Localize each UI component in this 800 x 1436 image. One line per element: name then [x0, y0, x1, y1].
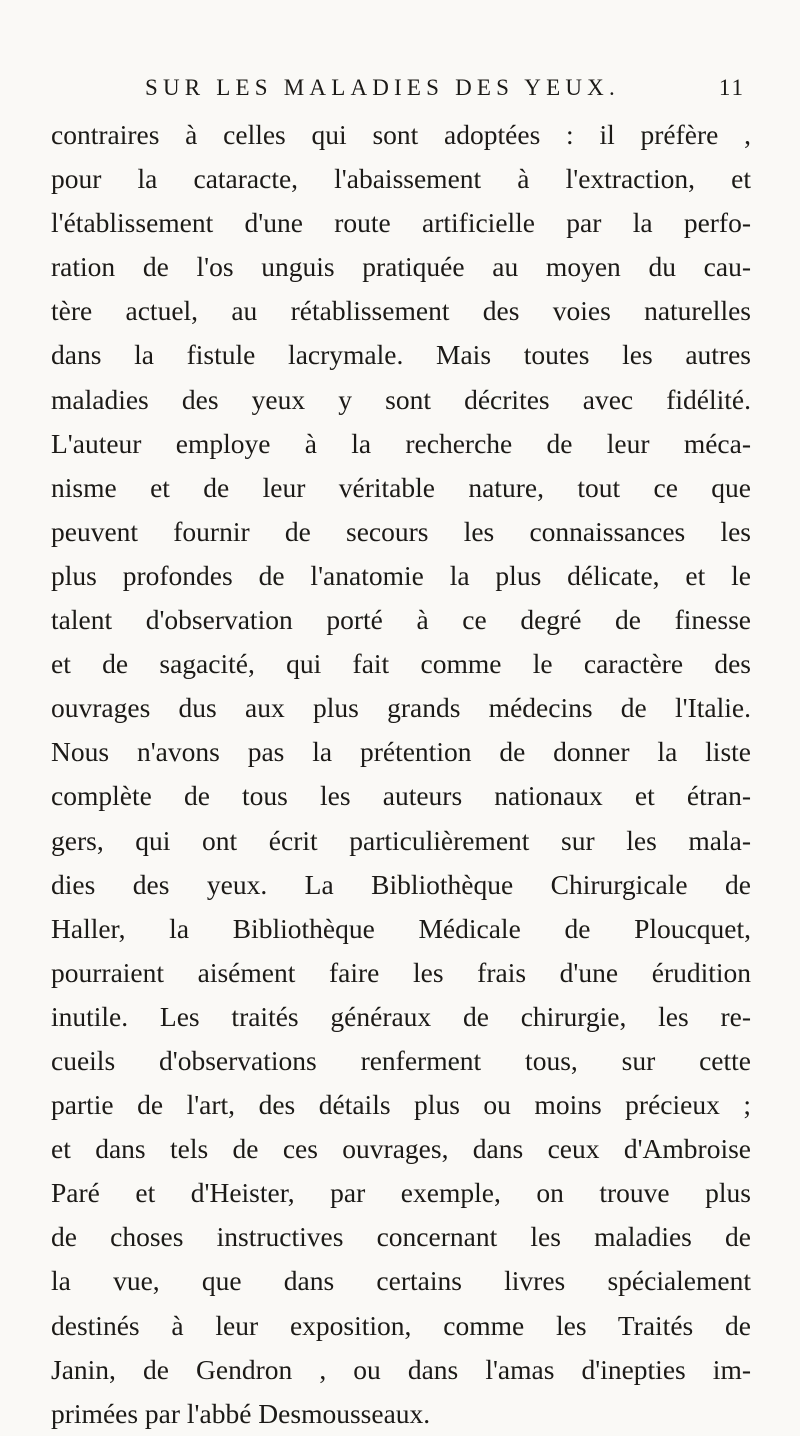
text-line: dans la fistule lacrymale. Mais toutes les autres — [51, 339, 751, 371]
text-line: de choses instructives concernant les maladies de — [51, 1221, 751, 1253]
page-number: 11 — [718, 75, 745, 100]
text-line: et dans tels de ces ouvrages, dans ceux d'Ambroise — [51, 1133, 751, 1165]
text-line: complète de tous les auteurs nationaux et étran- — [51, 780, 751, 812]
text-line: L'auteur employe à la recherche de leur méca- — [51, 427, 751, 459]
text-line: plus profondes de l'anatomie la plus délicate, et le — [51, 559, 751, 591]
running-head — [145, 70, 745, 106]
text-line: pourraient aisément faire les frais d'une érudition — [51, 956, 751, 988]
text-line: inutile. Les traités généraux de chirurgie, les re- — [51, 1000, 751, 1032]
text-line: gers, qui ont écrit particulièrement sur les mala- — [51, 824, 751, 856]
text-line: Janin, de Gendron , ou dans l'amas d'inepties im- — [51, 1353, 751, 1385]
text-line: ouvrages dus aux plus grands médecins de l'Italie. — [51, 692, 751, 724]
text-line: destinés à leur exposition, comme les Traités de — [51, 1309, 751, 1341]
text-line: Paré et d'Heister, par exemple, on trouve plus — [51, 1177, 751, 1209]
text-line: cueils d'observations renferment tous, sur cette — [51, 1044, 751, 1076]
text-line: talent d'observation porté à ce degré de finesse — [51, 604, 751, 636]
text-line: tère actuel, au rétablissement des voies naturelles — [51, 295, 751, 327]
text-line: contraires à celles qui sont adoptées : il préfère , — [51, 119, 751, 150]
text-line: et de sagacité, qui fait comme le caractère des — [51, 648, 751, 680]
text-line: Nous n'avons pas la prétention de donner la liste — [51, 736, 751, 768]
text-line: ration de l'os unguis pratiquée au moyen du cau- — [51, 251, 751, 283]
text-line: peuvent fournir de secours les connaissances les — [51, 515, 751, 547]
text-line: primées par l'abbé Desmousseaux. — [51, 1397, 431, 1429]
running-title: SUR LES MALADIES DES YEUX. — [145, 75, 620, 100]
text-line: partie de l'art, des détails plus ou moins précieux ; — [51, 1089, 751, 1121]
text-line: l'établissement d'une route artificielle par la perfo- — [51, 207, 751, 239]
text-line: la vue, que dans certains livres spécialement — [51, 1265, 751, 1297]
text-line: Haller, la Bibliothèque Médicale de Ploucquet, — [51, 912, 751, 944]
text-line: maladies des yeux y sont décrites avec fidélité. — [51, 383, 751, 415]
text-line: pour la cataracte, l'abaissement à l'extraction, et — [51, 163, 751, 195]
text-line: dies des yeux. La Bibliothèque Chirurgicale de — [51, 868, 751, 900]
text-line: nisme et de leur véritable nature, tout ce que — [51, 471, 751, 503]
body-text — [51, 113, 751, 1436]
